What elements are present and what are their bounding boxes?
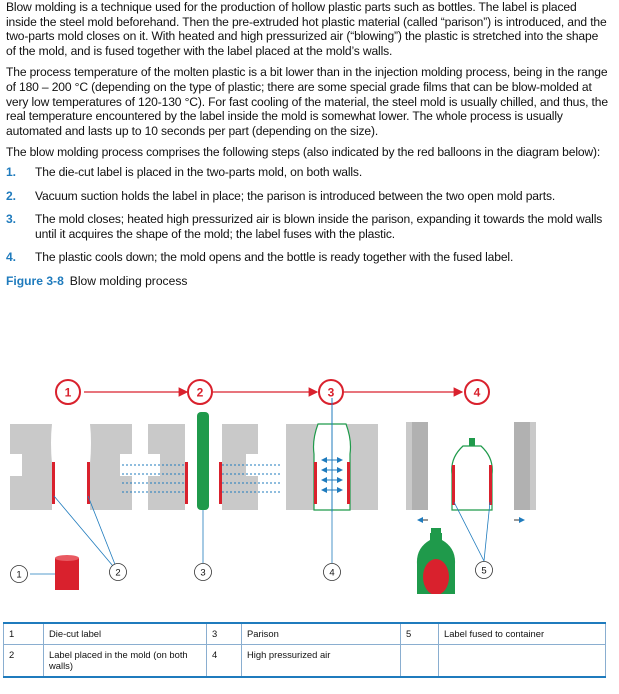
document-page: [6, 0, 608, 288]
svg-text:4: 4: [473, 385, 481, 400]
table-row: [4, 623, 606, 644]
svg-text:2: 2: [196, 385, 204, 400]
svg-text:3: 3: [327, 385, 335, 400]
svg-text:1: 1: [64, 385, 72, 400]
legend-number: 3: [207, 623, 242, 644]
svg-text:5: 5: [481, 565, 487, 577]
step-number: 3.: [6, 212, 16, 227]
figure-caption: [6, 274, 608, 288]
svg-text:4: 4: [329, 567, 335, 579]
legend-number: 4: [207, 644, 242, 677]
step-balloon-4: [465, 380, 489, 404]
step-balloon-1: [56, 380, 80, 404]
die-cut-label: [55, 555, 79, 590]
step-item: [6, 250, 608, 265]
legend-label: Label fused to container: [439, 623, 606, 644]
step-item: [6, 165, 608, 180]
mold-stage-3: [286, 398, 378, 512]
legend-label: Label placed in the mold (on both walls): [44, 644, 207, 677]
mold-stage-4: [406, 422, 536, 520]
steps-list: [6, 165, 608, 265]
step-text: The plastic cools down; the mold opens and the bottle is ready together with the fused label.: [35, 250, 514, 265]
svg-text:2: 2: [115, 567, 121, 579]
legend-label: [439, 644, 606, 677]
finished-bottle: [417, 528, 455, 594]
label-left-wall: [52, 462, 55, 504]
callout-1: [11, 566, 28, 583]
step-number: 4.: [6, 250, 16, 265]
paragraph-temperature: The process temperature of the molten plastic is a bit lower than in the injection molding process, being in the range of 180 – 200 °C (depending on the type of plastic; there are some special grade films that can be blow-molded at very low temperatures of 120-130 °C). For fast cooling of the material, the steel mold is usually chilled, and thus, the real temperature encountered by the label inside the mold is somewhat lower. The whole process is usually automated and lasts up to 10 seconds per part (depending on the size).: [6, 65, 608, 138]
step-item: [6, 189, 608, 204]
figure-title: Blow molding process: [69, 273, 188, 288]
step-balloon-3: [319, 380, 343, 404]
mold-stage-2: [122, 412, 280, 510]
step-text: Vacuum suction holds the label in place; the parison is introduced between the two open mold parts.: [35, 188, 556, 203]
mold-stage-1: [10, 424, 132, 510]
step-balloon-2: [188, 380, 212, 404]
legend-label: Die-cut label: [44, 623, 207, 644]
figure-label: Figure 3-8: [6, 273, 64, 288]
steps-intro: The blow molding process comprises the following steps (also indicated by the red balloons in the diagram below):: [6, 145, 601, 160]
callout-3: [195, 564, 212, 581]
legend-table: [3, 622, 606, 678]
step-number: 2.: [6, 188, 16, 203]
callout-2: [110, 564, 127, 581]
step-item: [6, 212, 608, 241]
legend-label: Parison: [242, 623, 401, 644]
table-row: [4, 644, 606, 677]
callout-4: [324, 564, 341, 581]
blow-molding-diagram: [0, 362, 619, 594]
paragraph-intro: Blow molding is a technique used for the production of hollow plastic parts such as bottles. The label is placed inside the steel mold beforehand. Then the pre-extruded hot plastic material (called “parison”) is introduced, and the two-parts mold closes on it. With heated and high pressurized air (“blowing”) the plastic is stretched into the shape of the mold, and is fused together with the label placed at the mold’s walls.: [6, 0, 607, 58]
legend-label: High pressurized air: [242, 644, 401, 677]
parison: [197, 412, 209, 510]
step-text: The mold closes; heated high pressurized air is blown inside the parison, expanding it towards the mold walls until it acquires the shape of the mold; the label fuses with the plastic.: [35, 212, 603, 241]
callout-5: [476, 562, 493, 579]
legend-number: 5: [401, 623, 439, 644]
legend-number: 2: [4, 644, 44, 677]
svg-text:3: 3: [200, 567, 206, 579]
svg-text:1: 1: [16, 569, 22, 581]
legend-number: 1: [4, 623, 44, 644]
step-number: 1.: [6, 164, 16, 179]
legend-number: [401, 644, 439, 677]
step-text: The die-cut label is placed in the two-parts mold, on both walls.: [35, 164, 363, 179]
